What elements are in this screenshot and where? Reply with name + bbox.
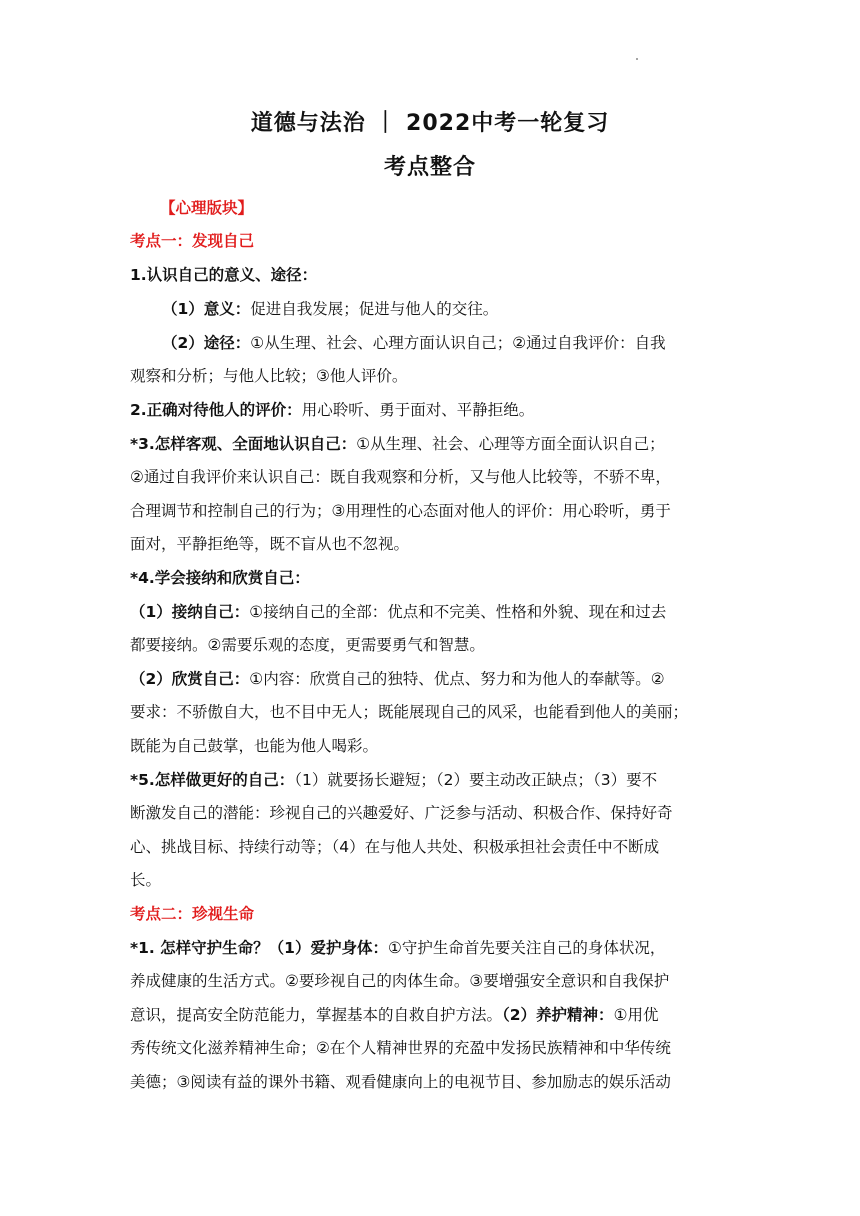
- kp1-q4-2: [130, 669, 730, 689]
- kp2-q1-cont-2: [130, 1005, 730, 1025]
- kp1-q4-1: [130, 602, 730, 622]
- kp1-q3-text: ①从生理、社会、心理等方面全面认识自己；: [356, 435, 665, 453]
- kp1-q4-2-cont-1: 要求：不骄傲自大，也不目中无人；既能展现自己的风采，也能看到他人的美丽；: [130, 703, 689, 721]
- page-mark: [636, 58, 638, 60]
- kp1-q5-cont-3: 长。: [130, 871, 162, 889]
- kp1-q4-1-label: （1）接纳自己：: [130, 603, 250, 621]
- kp2-q1-cont-1: 养成健康的生活方式。②要珍视自己的肉体生命。③要增强安全意识和自我保护: [130, 972, 670, 990]
- kp1-q1-1-label: （1）意义：: [162, 300, 251, 318]
- kp1-q1-1-text: 促进自我发展；促进与他人的交往。: [250, 300, 499, 318]
- kp2-heading: 考点二：珍视生命: [130, 905, 255, 923]
- kp1-q2-text: 用心聆听、勇于面对、平静拒绝。: [301, 401, 535, 419]
- kp1-q3-cont-3: 面对，平静拒绝等，既不盲从也不忽视。: [130, 535, 410, 553]
- kp1-q2-label: 2.正确对待他人的评价：: [130, 401, 302, 419]
- kp1-q3-label: *3.怎样客观、全面地认识自己：: [130, 435, 357, 453]
- kp1-q5-cont-1: 断激发自己的潜能：珍视自己的兴趣爱好、广泛参与活动、积极合作、保持好奇: [130, 804, 673, 822]
- document-title: 道德与法治 ｜ 2022中考一轮复习: [250, 111, 610, 136]
- kp1-q3-cont-1: ②通过自我评价来认识自己：既自我观察和分析，又与他人比较等，不骄不卑，: [130, 468, 671, 486]
- kp1-q1-2-text: ①从生理、社会、心理方面认识自己；②通过自我评价：自我: [250, 334, 666, 352]
- kp1-q1-2: [162, 333, 762, 353]
- kp2-q1-cont-2a: 意识，提高安全防范能力，掌握基本的自救自护方法。: [130, 1006, 503, 1024]
- kp1-heading: 考点一：发现自己: [130, 232, 255, 250]
- kp1-q3-cont-2: 合理调节和控制自己的行为；③用理性的心态面对他人的评价：用心聆听，勇于: [130, 502, 671, 520]
- kp1-q4-1-text: ①接纳自己的全部：优点和不完美、性格和外貌、现在和过去: [249, 603, 667, 621]
- kp1-q1-1: [162, 299, 762, 319]
- kp1-q5-label: *5.怎样做更好的自己：: [130, 771, 295, 789]
- kp2-q1: [130, 938, 730, 958]
- kp1-q1: 1.认识自己的意义、途径：: [130, 266, 318, 284]
- kp2-q1-cont-2b: ①用优: [613, 1006, 659, 1024]
- kp2-q1-label-2: （2）养护精神：: [502, 1006, 614, 1024]
- section-tag: 【心理版块】: [160, 199, 254, 217]
- kp1-q5-text: （1）就要扬长避短；（2）要主动改正缺点；（3）要不: [294, 771, 658, 789]
- document-subtitle: 考点整合: [383, 155, 476, 180]
- kp1-q4-2-text: ①内容：欣赏自己的独特、优点、努力和为他人的奉献等。②: [249, 670, 665, 688]
- kp2-q1-cont-4: 美德；③阅读有益的课外书籍、观看健康向上的电视节目、参加励志的娱乐活动: [130, 1073, 671, 1091]
- kp1-q4-2-label: （2）欣赏自己：: [130, 670, 250, 688]
- kp2-q1-label: *1. 怎样守护生命？（1）爱护身体：: [130, 939, 388, 957]
- kp1-q5: [130, 770, 730, 790]
- kp1-q1-2-label: （2）途径：: [162, 334, 251, 352]
- kp1-q4: *4.学会接纳和欣赏自己：: [130, 569, 310, 587]
- kp1-q3: [130, 434, 730, 454]
- kp1-q4-1-cont: 都要接纳。②需要乐观的态度，更需要勇气和智慧。: [130, 636, 485, 654]
- kp1-q5-cont-2: 心、挑战目标、持续行动等；（4）在与他人共处、积极承担社会责任中不断成: [130, 838, 660, 856]
- kp2-q1-text: ①守护生命首先要关注自己的身体状况，: [387, 939, 666, 957]
- kp1-q1-2-cont: 观察和分析；与他人比较；③他人评价。: [130, 367, 408, 385]
- kp1-q2: [130, 400, 730, 420]
- kp1-q4-2-cont-2: 既能为自己鼓掌，也能为他人喝彩。: [130, 737, 379, 755]
- kp2-q1-cont-3: 秀传统文化滋养精神生命；②在个人精神世界的充盈中发扬民族精神和中华传统: [130, 1039, 671, 1057]
